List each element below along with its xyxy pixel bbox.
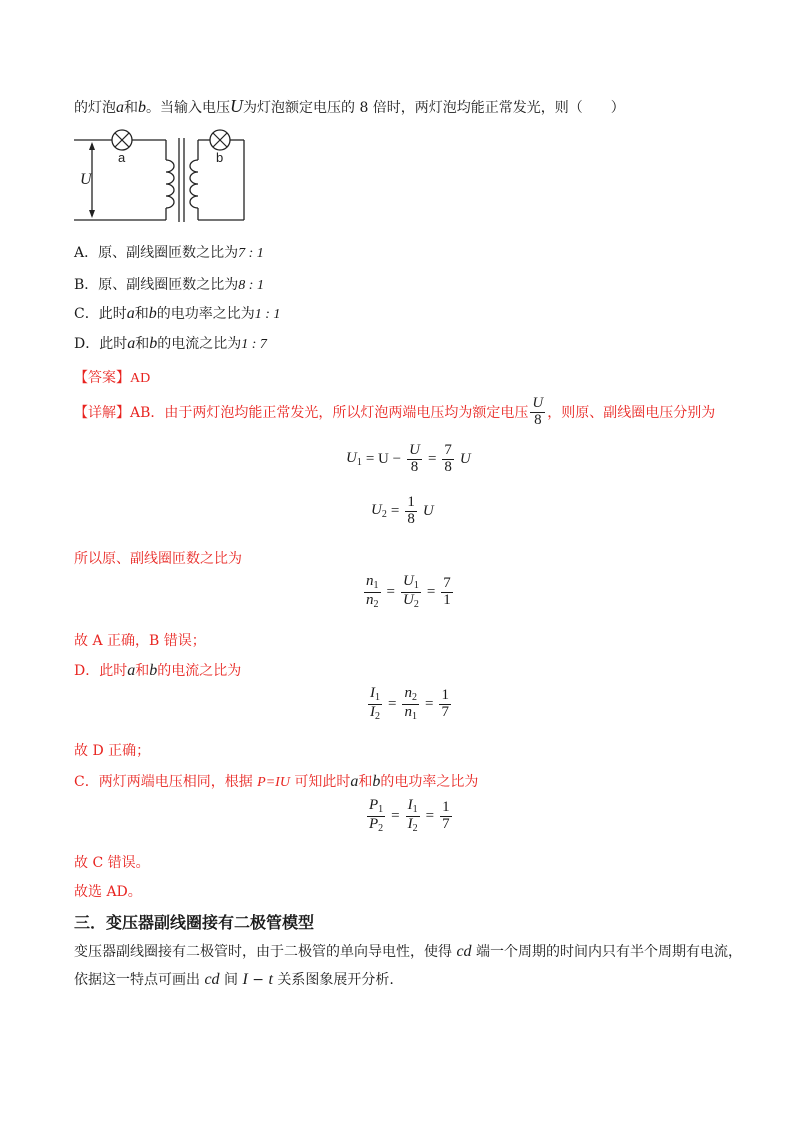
section-d-text: D．此时a和b的电流之比为: [74, 662, 242, 679]
section-c-text: C．两灯两端电压相同，根据 P=IU 可知此时a和b的电功率之比为: [74, 773, 479, 790]
equation-turns-ratio: $\frac{n_1}{n_2}$ = $\frac{U_1}{U_2}$ = $\frac{7}{1}$: [366, 573, 451, 610]
conclusion-ab: 故 A 正确，B 错误；: [74, 633, 206, 649]
ratio-text: 所以原、副线圈匝数之比为: [74, 551, 242, 567]
equation-u2: $U_2$ = $\frac{1}{8}$ U: [371, 494, 434, 527]
section-3-para-line1: 变压器副线圈接有二极管时，由于二极管的单向导电性，使得 cd 端一个周期的时间内只有半个周期有电流，: [74, 943, 743, 960]
bulb-a-icon: [112, 130, 132, 150]
option-c: C．此时a和b的电功率之比为1 : 1: [74, 305, 281, 322]
answer: 【答案】AD: [74, 370, 151, 386]
final-answer: 故选 AD。: [74, 884, 142, 900]
voltage-label: U: [80, 171, 92, 188]
conclusion-c: 故 C 错误。: [74, 855, 150, 871]
bulb-a-label: a: [118, 150, 126, 165]
option-d: D．此时a和b的电流之比为1 : 7: [74, 335, 267, 352]
question-text: 的灯泡a和b。当输入电压U为灯泡额定电压的 8 倍时，两灯泡均能正常发光，则（ ）: [74, 96, 625, 116]
option-b: B．原、副线圈匝数之比为8 : 1: [74, 277, 264, 293]
equation-current-ratio: $\frac{I_1}{I_2}$ = $\frac{n_2}{n_1}$ = $\frac{1}{7}$: [370, 685, 449, 722]
bulb-b-icon: [210, 130, 230, 150]
transformer-circuit-diagram: [60, 120, 260, 230]
conclusion-d: 故 D 正确；: [74, 743, 151, 759]
section-3-para-line2: 依据这一特点可画出 cd 间 I − t 关系图象展开分析.: [74, 971, 394, 988]
equation-u1: $U_1$ = U − $\frac{U}{8}$ = $\frac{7}{8}$ U: [346, 442, 471, 475]
equation-power-ratio: $\frac{P_1}{P_2}$ = $\frac{I_1}{I_2}$ = $\frac{1}{7}$: [369, 797, 450, 834]
option-a: A．原、副线圈匝数之比为7 : 1: [74, 245, 264, 261]
section-3-title: 三．变压器副线圈接有二极管模型: [74, 913, 315, 932]
bulb-b-label: b: [216, 150, 224, 165]
detail-text: 【详解】 AB．由于两灯泡均能正常发光，所以灯泡两端电压均为额定电压 $\frac{U}{8}$ ，则原、副线圈电压分别为: [74, 395, 716, 428]
